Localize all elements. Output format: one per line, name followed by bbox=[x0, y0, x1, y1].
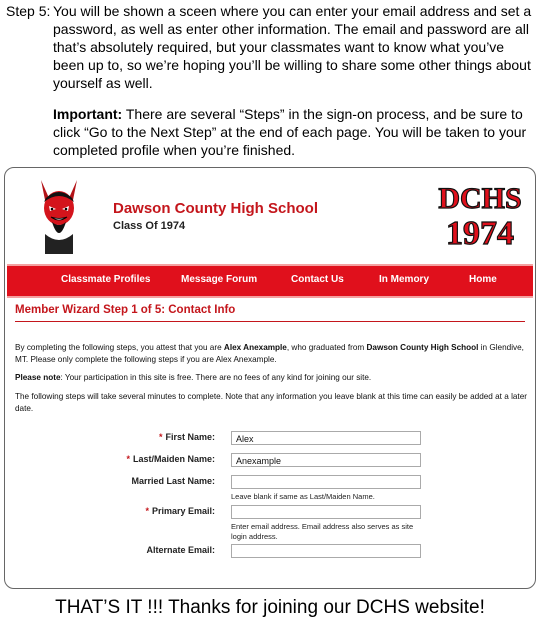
last-name-label bbox=[15, 454, 215, 464]
note-text: : Your participation in this site is free. There are no fees of any kind for joining our site. bbox=[60, 373, 372, 382]
title-divider bbox=[15, 321, 525, 322]
required-marker: * bbox=[145, 506, 149, 516]
important-note bbox=[53, 105, 535, 159]
required-marker: * bbox=[158, 432, 163, 442]
devil-mascot-icon bbox=[35, 176, 83, 256]
first-name-input[interactable]: Alex bbox=[231, 431, 421, 445]
class-of: Class Of 1974 bbox=[113, 220, 186, 232]
married-name-hint: Leave blank if same as Last/Maiden Name. bbox=[231, 492, 375, 501]
primary-email-label-text: Primary Email: bbox=[151, 506, 215, 516]
nav-in-memory[interactable]: In Memory bbox=[379, 274, 430, 285]
note-label: Please note bbox=[15, 373, 61, 382]
steps-paragraph: The following steps will take several minutes to complete. Note that any information you leave blank at this time can easily be added at a later date. bbox=[15, 392, 527, 413]
nav-home[interactable]: Home bbox=[469, 274, 497, 285]
site-header bbox=[5, 168, 535, 260]
primary-email-label bbox=[15, 506, 215, 516]
nav-message-forum[interactable]: Message Forum bbox=[181, 274, 258, 285]
married-name-label: Married Last Name: bbox=[131, 476, 215, 486]
wizard-title: Member Wizard Step 1 of 5: Contact Info bbox=[15, 304, 236, 316]
step-text: You will be shown a sceen where you can enter your email address and set a password, as well as enter other information. The email and password are all that’s absolutely required, but your classmates want to know what you’ve been up to, so we’re hoping you’ll be willing to share some other things about yourself as well. bbox=[53, 3, 532, 91]
first-name-label bbox=[15, 432, 215, 442]
intro-paragraph bbox=[15, 342, 527, 366]
school-name: Dawson County High School bbox=[113, 200, 318, 217]
dchs-1974-logo-icon bbox=[430, 178, 530, 250]
important-text: There are several “Steps” in the sign-on process, and be sure to click “Go to the Next Step” at the end of each page. You will be taken to your completed profile when you’re finished. bbox=[53, 106, 527, 158]
nav-contact-us[interactable]: Contact Us bbox=[291, 274, 344, 285]
intro-text-3: in Glendive, MT. Please only complete the following steps if you are Alex Anexample. bbox=[15, 343, 524, 364]
last-name-label-text: Last/Maiden Name: bbox=[132, 454, 215, 464]
step-label: Step 5: bbox=[6, 3, 51, 19]
primary-email-input[interactable] bbox=[231, 505, 421, 519]
intro-text-2: , who graduated from bbox=[286, 343, 367, 352]
free-note bbox=[15, 372, 527, 384]
intro-text-1: By completing the following steps, you attest that you are bbox=[15, 343, 224, 352]
required-marker: * bbox=[126, 454, 130, 464]
site-nav bbox=[7, 264, 533, 298]
primary-email-hint: Enter email address. Email address also serves as site login address. bbox=[231, 522, 414, 541]
logo-line1: DCHS bbox=[438, 182, 522, 215]
closing-message: THAT’S IT !!! Thanks for joining our DCHS website! bbox=[55, 597, 485, 618]
married-name-input[interactable] bbox=[231, 475, 421, 489]
alternate-email-input[interactable] bbox=[231, 544, 421, 558]
website-screenshot bbox=[4, 167, 536, 589]
first-name-label-text: First Name: bbox=[165, 432, 215, 442]
alternate-email-label: Alternate Email: bbox=[146, 545, 215, 555]
last-name-input[interactable]: Anexample bbox=[231, 453, 421, 467]
intro-name: Alex Anexample bbox=[223, 343, 287, 352]
logo-line2: 1974 bbox=[446, 215, 514, 250]
nav-classmate-profiles[interactable]: Classmate Profiles bbox=[61, 274, 151, 285]
important-label: Important: bbox=[53, 106, 123, 122]
intro-school: Dawson County High School bbox=[366, 343, 479, 352]
